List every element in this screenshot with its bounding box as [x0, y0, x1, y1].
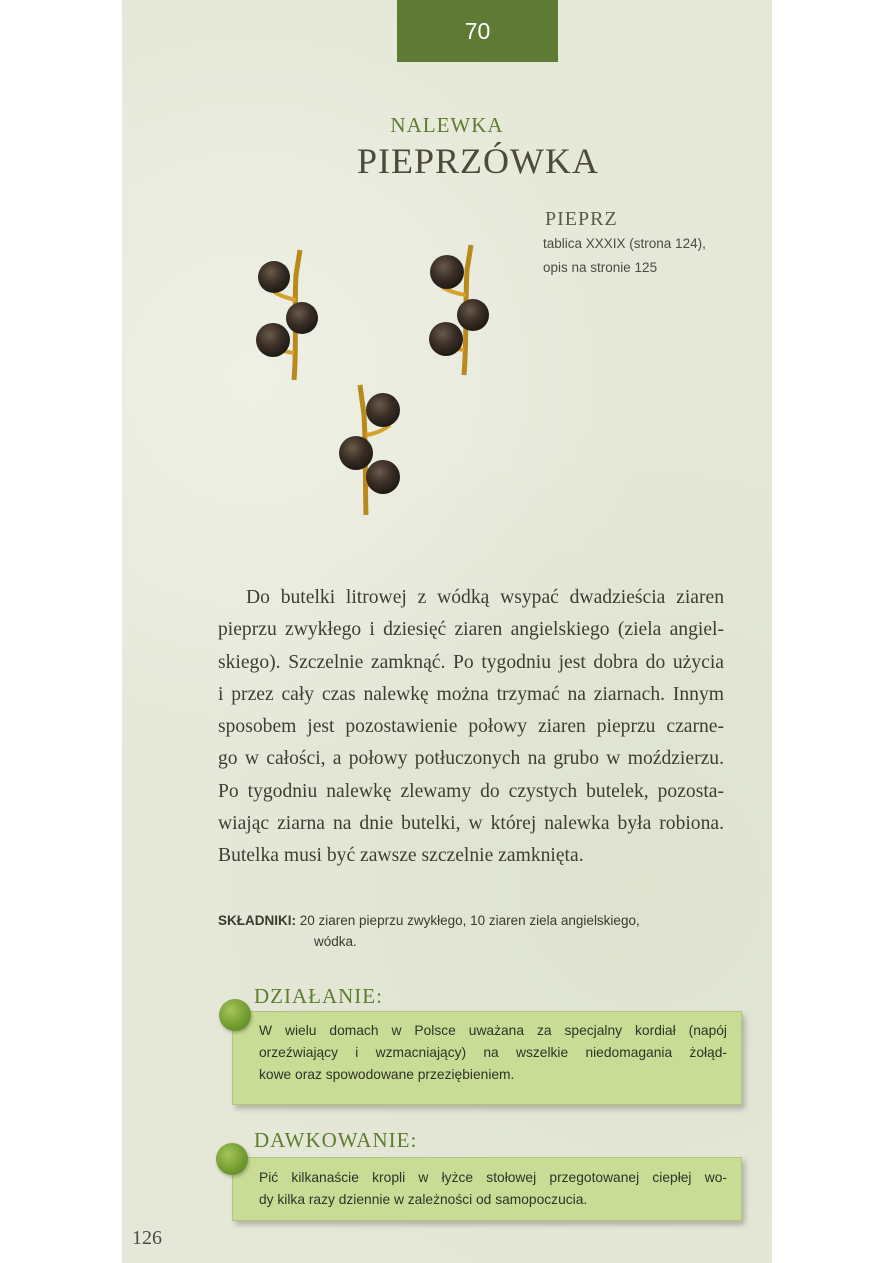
instruction-line: go w całości, a połowy potłuczonych na grubo w moździerzu.	[218, 748, 724, 770]
dosage-line: Pić kilkanaście kropli w łyżce stołowej przegotowanej ciepłej wo-	[259, 1170, 727, 1185]
recipe-kicker: NALEWKA	[390, 113, 504, 137]
instruction-line: pieprzu zwykłego i dziesięć ziaren angielskiego (ziela angiel-	[218, 619, 724, 641]
ingredients-label: SKŁADNIKI:	[218, 913, 296, 928]
plate-description-reference: opis na stronie 125	[543, 260, 658, 275]
recipe-instructions	[218, 582, 724, 873]
instruction-line: skiego). Szczelnie zamknąć. Po tygodniu jest dobra do użycia	[218, 651, 724, 673]
plate-reference: tablica XXXIX (strona 124),	[543, 236, 706, 251]
plate-title: PIEPRZ	[545, 208, 618, 230]
green-dot-icon	[219, 999, 251, 1031]
pepper-sprig-right	[429, 245, 489, 375]
page-number: 126	[132, 1227, 162, 1249]
instruction-line: i przez cały czas nalewkę można trzymać na ziarnach. Innym	[218, 683, 724, 705]
instruction-line: sposobem jest pozostawienie połowy ziaren pieprzu czarne-	[218, 716, 724, 738]
ingredients	[218, 910, 738, 952]
ingredients-text: 20 ziaren pieprzu zwykłego, 10 ziaren ziela angielskiego,	[299, 913, 640, 928]
pepper-sprig-left	[256, 250, 318, 380]
pepper-berries-illustration	[242, 235, 542, 525]
action-line: kowe oraz spowodowane przeziębieniem.	[259, 1067, 515, 1082]
action-line: W wielu domach w Polsce uważana za specjalny kordiał (napój	[259, 1023, 727, 1038]
action-box	[232, 1011, 742, 1105]
instruction-line: Po tygodniu nalewkę zlewamy do czystych butelek, pozosta-	[218, 780, 724, 802]
instruction-line: Butelka musi być zawsze szczelnie zamknięta.	[218, 845, 584, 867]
recipe-title: PIEPRZÓWKA	[357, 141, 599, 181]
book-page	[122, 0, 772, 1263]
action-line: orzeźwiający i wzmacniający) na wszelkie niedomagania żołąd-	[259, 1045, 727, 1060]
green-dot-icon	[216, 1143, 248, 1175]
pepper-sprig-bottom	[339, 385, 400, 515]
instruction-line: Do butelki litrowej z wódką wsypać dwadzieścia ziaren	[246, 587, 724, 608]
dosage-box	[232, 1157, 742, 1221]
action-heading: DZIAŁANIE:	[254, 984, 383, 1008]
recipe-number: 70	[464, 17, 491, 44]
instruction-line: wiając ziarna na dnie butelki, w której nalewka była robiona.	[218, 813, 724, 835]
ingredients-text-continued: wódka.	[314, 934, 357, 949]
dosage-line: dy kilka razy dziennie w zależności od samopoczucia.	[259, 1192, 588, 1207]
recipe-number-tab	[397, 0, 558, 62]
dosage-heading: DAWKOWANIE:	[254, 1128, 418, 1152]
